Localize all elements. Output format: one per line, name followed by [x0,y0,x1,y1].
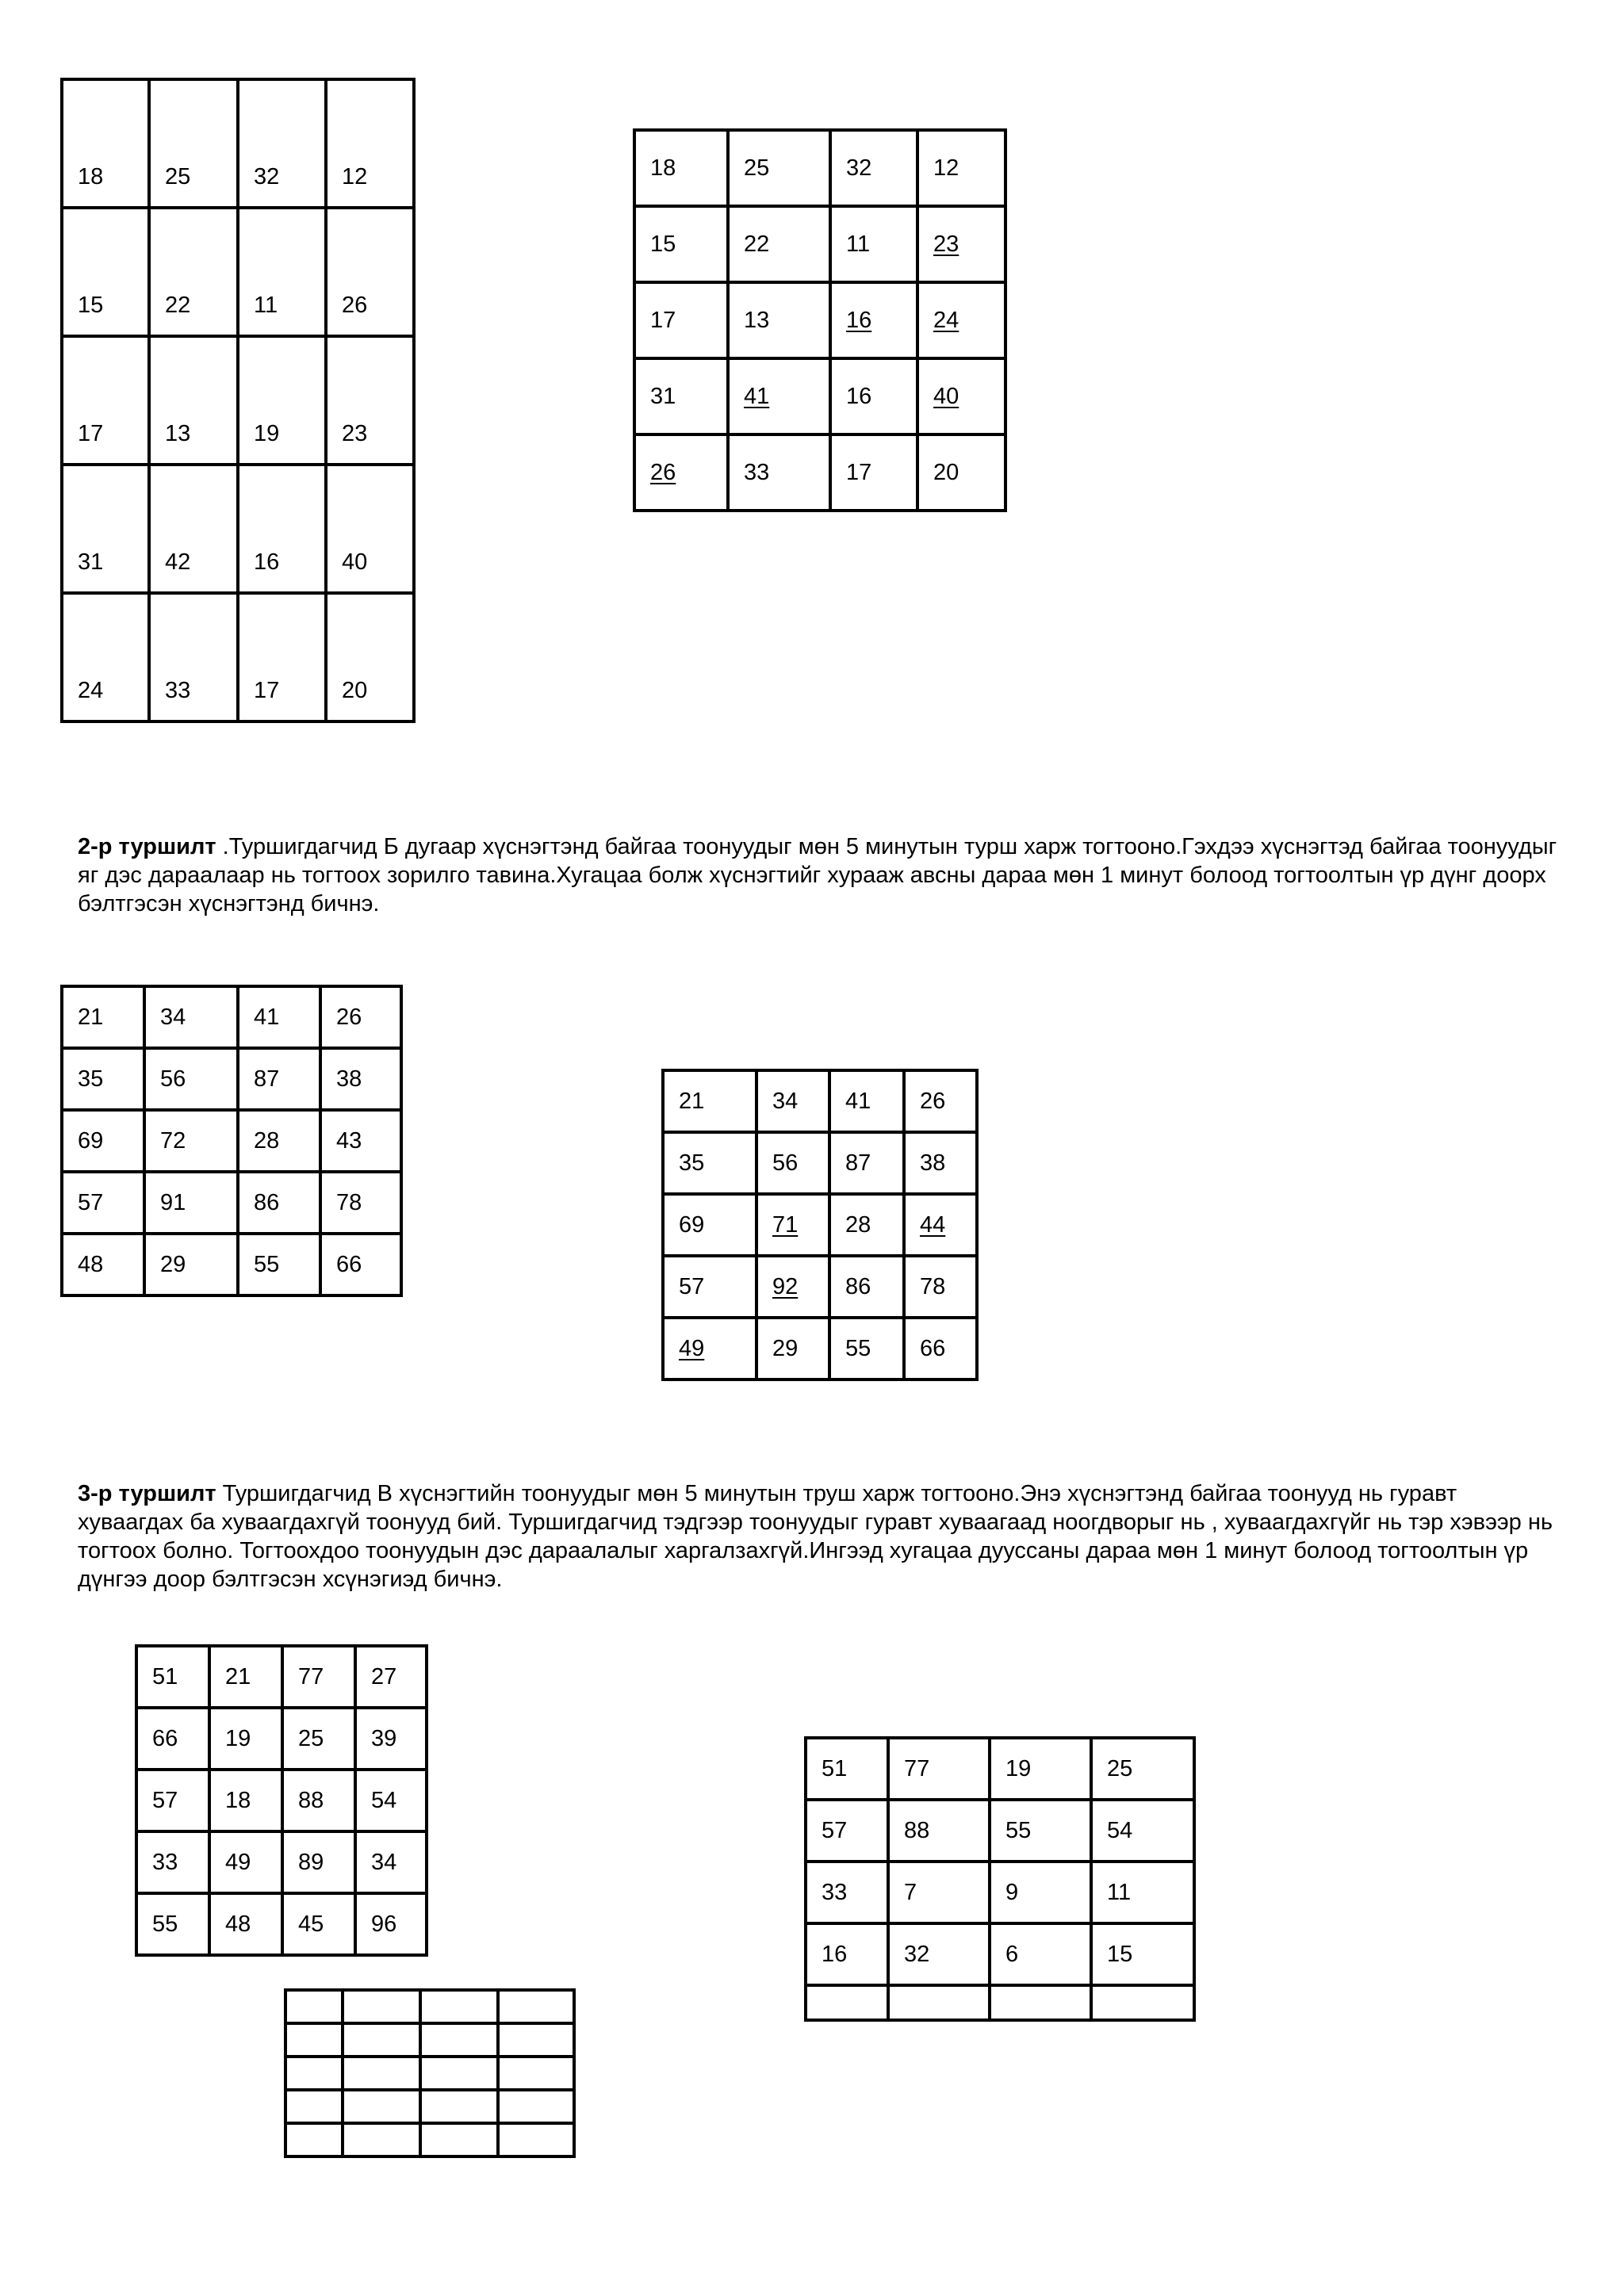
table-cell: 34 [144,986,238,1048]
table-cell: 57 [806,1800,888,1862]
table-cell: 18 [634,130,728,206]
table-cell: 22 [149,208,238,336]
table-row [136,1708,427,1770]
table-row [663,1194,977,1256]
table-cell: 86 [238,1172,320,1234]
table-cell: 12 [326,79,414,208]
table-cell: 48 [62,1234,144,1295]
table-row [62,1172,401,1234]
table-cell: 88 [888,1800,990,1862]
table-cell: 18 [62,79,149,208]
table-cell: 23 [917,206,1005,282]
table-cell: 49 [663,1318,756,1380]
table-cell: 25 [282,1708,355,1770]
table-cell: 17 [830,434,917,511]
table-cell [888,1985,990,2020]
table-cell: 34 [756,1070,829,1132]
test2-description [78,832,1568,918]
table-row [285,2023,574,2057]
table-cell: 31 [634,358,728,434]
table-row [806,1862,1194,1923]
table-cell: 16 [830,358,917,434]
table-cell: 31 [62,465,149,593]
table-cell [806,1985,888,2020]
table-cell: 9 [990,1862,1091,1923]
table-row [634,358,1005,434]
table-cell: 42 [149,465,238,593]
table-row [136,1831,427,1893]
table-cell: 43 [320,1110,401,1172]
table-row [285,2057,574,2090]
table-cell: 27 [355,1646,427,1708]
table-cell: 26 [904,1070,977,1132]
table-cell: 55 [990,1800,1091,1862]
table-cell: 86 [829,1256,904,1318]
table-cell: 78 [904,1256,977,1318]
table-cell: 15 [1091,1923,1194,1985]
table-cell: 55 [136,1893,209,1955]
table-cell: 16 [238,465,326,593]
table-cell: 44 [904,1194,977,1256]
table-cell: 33 [728,434,830,511]
table-cell [990,1985,1091,2020]
table-cell: 51 [806,1738,888,1800]
table-cell: 11 [238,208,326,336]
test1-table-a [60,78,416,723]
table-row [806,1738,1194,1800]
table-cell: 12 [917,130,1005,206]
table-row [285,1990,574,2023]
table-cell: 56 [144,1048,238,1110]
table-row [62,1048,401,1110]
table-cell: 55 [238,1234,320,1295]
table-cell: 11 [1091,1862,1194,1923]
table-cell: 7 [888,1862,990,1923]
table-cell: 72 [144,1110,238,1172]
table-cell: 41 [829,1070,904,1132]
table-cell: 33 [806,1862,888,1923]
test3-text: Туршигдагчид В хүснэгтийн тоонуудыг мөн 5 минутын труш харж тогтооно.Энэ хүснэгтэнд байгаа тоонууд нь гуравт хуваагдах ба хуваагдахгүй тоонууд бий. Туршигдагчид тэдгээр тоонуудыг гуравт хуваагаад ноогдворыг нь , хуваагдахгүйг нь тэр хэвээр нь тогтоох болно. Тогтоохдоо тоонуудын дэс дараалалыг харгалзахгүй.Ингээд хугацаа дууссаны дараа мөн 1 минут болоод тогтоолтын үр дүнгээ доор бэлтгэсэн хсүнэгиэд бичнэ. [78,1481,1553,1592]
table-row [62,986,401,1048]
table-cell: 16 [806,1923,888,1985]
table-row [634,282,1005,358]
table-row [634,206,1005,282]
table-row [136,1646,427,1708]
test2-table-a [60,985,403,1297]
table-cell: 26 [320,986,401,1048]
table-cell: 22 [728,206,830,282]
table-cell: 66 [136,1708,209,1770]
table-cell [285,2057,343,2090]
test1-table-b [633,128,1007,512]
table-cell [343,1990,420,2023]
table-cell: 29 [756,1318,829,1380]
table-row [663,1070,977,1132]
test2-text: .Туршигдагчид Б дугаар хүснэгтэнд байгаа тоонуудыг мөн 5 минутын турш харж тогтооно.Гэхдээ хүснэгтэд байгаа тоонуудыг яг дэс дараалаар нь тогтоох зорилго тавина.Хугацаа болж хүснэгтийг хурааж авсны дараа мөн 1 минут болоод тогтоолтын үр дүнг доорх бэлтгэсэн хүснэгтэнд бичнэ. [78,834,1557,916]
table-cell: 33 [149,593,238,721]
table-row [62,465,414,593]
table-cell: 69 [663,1194,756,1256]
table-cell [420,2090,498,2123]
table-cell: 19 [238,336,326,465]
table-cell: 17 [62,336,149,465]
test3-table-a [135,1644,428,1957]
table-cell: 45 [282,1893,355,1955]
table-row [806,1985,1194,2020]
table-cell [285,1990,343,2023]
table-cell: 66 [320,1234,401,1295]
table-cell: 41 [728,358,830,434]
table-cell: 54 [355,1770,427,1831]
table-cell: 40 [917,358,1005,434]
table-cell [498,2123,574,2156]
table-cell: 21 [62,986,144,1048]
table-row [62,208,414,336]
table-cell: 38 [904,1132,977,1194]
table-cell [343,2123,420,2156]
table-row [136,1770,427,1831]
table-cell [285,2123,343,2156]
table-cell: 54 [1091,1800,1194,1862]
table-cell: 6 [990,1923,1091,1985]
table-cell [343,2023,420,2057]
table-cell [420,2123,498,2156]
test2-title: 2-р туршилт [78,834,216,859]
test2-table-b [661,1069,979,1381]
table-cell: 66 [904,1318,977,1380]
table-row [62,1110,401,1172]
table-row [806,1800,1194,1862]
test3-answer-table-empty [284,1988,576,2158]
test3-title: 3-р туршилт [78,1481,216,1506]
table-cell: 57 [136,1770,209,1831]
table-cell: 24 [62,593,149,721]
table-cell: 15 [62,208,149,336]
table-cell [343,2090,420,2123]
table-row [136,1893,427,1955]
table-cell [498,2090,574,2123]
table-row [62,1234,401,1295]
table-cell: 35 [62,1048,144,1110]
table-cell: 16 [830,282,917,358]
table-cell [285,2090,343,2123]
table-cell: 21 [209,1646,282,1708]
table-row [285,2123,574,2156]
table-cell: 35 [663,1132,756,1194]
table-cell: 77 [282,1646,355,1708]
table-cell [498,2023,574,2057]
table-cell: 32 [888,1923,990,1985]
table-cell: 87 [829,1132,904,1194]
table-cell: 48 [209,1893,282,1955]
table-cell [1091,1985,1194,2020]
table-cell: 25 [728,130,830,206]
table-cell [420,1990,498,2023]
table-cell: 17 [634,282,728,358]
table-row [663,1256,977,1318]
table-cell: 13 [149,336,238,465]
table-cell: 39 [355,1708,427,1770]
table-cell: 15 [634,206,728,282]
table-cell: 26 [634,434,728,511]
table-cell: 78 [320,1172,401,1234]
table-row [663,1318,977,1380]
table-cell: 19 [990,1738,1091,1800]
table-cell: 55 [829,1318,904,1380]
table-cell [420,2023,498,2057]
table-cell: 92 [756,1256,829,1318]
table-cell: 88 [282,1770,355,1831]
test3-description [78,1479,1568,1594]
table-cell: 28 [829,1194,904,1256]
table-cell: 13 [728,282,830,358]
table-cell: 40 [326,465,414,593]
table-cell: 41 [238,986,320,1048]
table-cell: 26 [326,208,414,336]
table-cell: 25 [149,79,238,208]
table-cell [420,2057,498,2090]
table-cell: 18 [209,1770,282,1831]
table-cell [343,2057,420,2090]
table-cell: 11 [830,206,917,282]
table-cell: 38 [320,1048,401,1110]
table-cell: 24 [917,282,1005,358]
table-row [285,2090,574,2123]
table-cell: 34 [355,1831,427,1893]
table-cell: 23 [326,336,414,465]
table-cell: 17 [238,593,326,721]
table-cell: 57 [62,1172,144,1234]
table-cell: 51 [136,1646,209,1708]
table-cell [285,2023,343,2057]
table-cell [498,1990,574,2023]
table-row [806,1923,1194,1985]
table-cell: 21 [663,1070,756,1132]
table-cell: 49 [209,1831,282,1893]
table-cell: 20 [326,593,414,721]
table-cell: 32 [830,130,917,206]
table-cell: 96 [355,1893,427,1955]
table-cell: 28 [238,1110,320,1172]
table-cell: 77 [888,1738,990,1800]
table-cell: 91 [144,1172,238,1234]
table-cell: 20 [917,434,1005,511]
table-row [634,130,1005,206]
table-cell: 89 [282,1831,355,1893]
table-cell: 29 [144,1234,238,1295]
table-row [62,336,414,465]
table-cell: 33 [136,1831,209,1893]
table-cell [498,2057,574,2090]
table-cell: 19 [209,1708,282,1770]
table-row [663,1132,977,1194]
table-cell: 71 [756,1194,829,1256]
table-cell: 32 [238,79,326,208]
table-cell: 56 [756,1132,829,1194]
table-row [634,434,1005,511]
table-cell: 87 [238,1048,320,1110]
test3-table-b [804,1736,1196,2022]
table-cell: 25 [1091,1738,1194,1800]
table-row [62,593,414,721]
table-row [62,79,414,208]
table-cell: 57 [663,1256,756,1318]
table-cell: 69 [62,1110,144,1172]
